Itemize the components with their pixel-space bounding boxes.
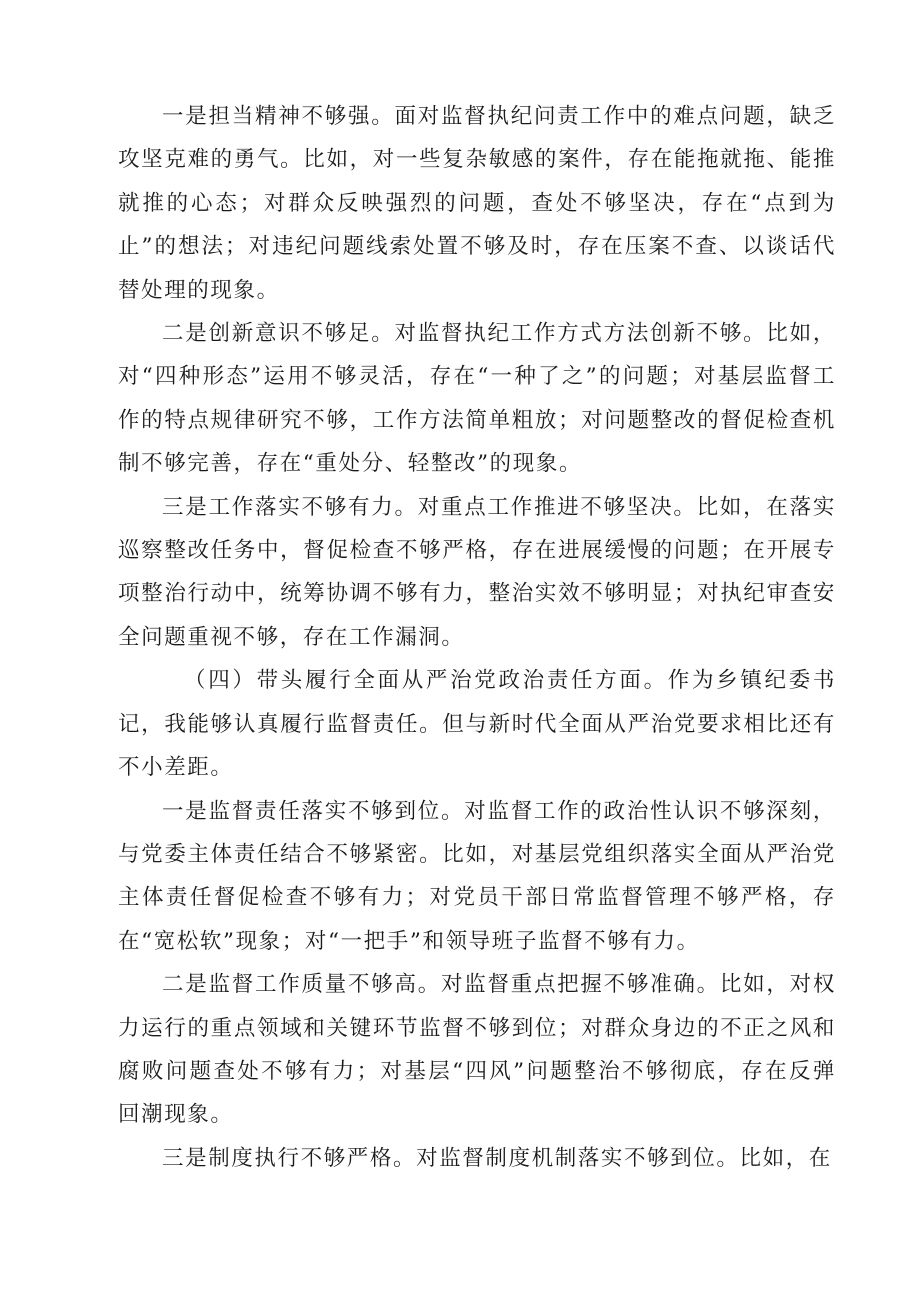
paragraph-innovation-awareness: 二是创新意识不够足。对监督执纪工作方式方法创新不够。比如，对“四种形态”运用不够灵活，存在“一种了之”的问题；对基层监督工作的特点规律研究不够，工作方法简单粗放；对问题整改的督促检查机制不够完善，存在“重处分、轻整改”的现象。 xyxy=(118,321,836,477)
paragraph-system-execution: 三是制度执行不够严格。对监督制度机制落实不够到位。比如，在 xyxy=(162,1145,832,1171)
paragraph-supervision-quality: 二是监督工作质量不够高。对监督重点把握不够准确。比如，对权力运行的重点领域和关键环节监督不够到位；对群众身边的不正之风和腐败问题查处不够有力；对基层“四风”问题整治不够彻底，存在反弹回潮现象。 xyxy=(118,972,836,1128)
document-body xyxy=(118,95,836,1180)
paragraph-responsibility-spirit: 一是担当精神不够强。面对监督执纪问责工作中的难点问题，缺乏攻坚克难的勇气。比如，对一些复杂敏感的案件，存在能拖就拖、能推就推的心态；对群众反映强烈的问题，查处不够坚决，存在“点到为止”的想法；对违纪问题线索处置不够及时，存在压案不查、以谈话代替处理的现象。 xyxy=(118,104,836,303)
paragraph-work-implementation: 三是工作落实不够有力。对重点工作推进不够坚决。比如，在落实巡察整改任务中，督促检查不够严格，存在进展缓慢的问题；在开展专项整治行动中，统筹协调不够有力，整治实效不够明显；对执纪审查安全问题重视不够，存在工作漏洞。 xyxy=(118,494,836,650)
section-heading-four: （四）带头履行全面从严治党政治责任方面。作为乡镇纪委书记，我能够认真履行监督责任。但与新时代全面从严治党要求相比还有不小差距。 xyxy=(118,668,836,781)
paragraph-supervision-responsibility: 一是监督责任落实不够到位。对监督工作的政治性认识不够深刻，与党委主体责任结合不够紧密。比如，对基层党组织落实全面从严治党主体责任督促检查不够有力；对党员干部日常监督管理不够严格，存在“宽松软”现象；对“一把手”和领导班子监督不够有力。 xyxy=(118,798,836,954)
